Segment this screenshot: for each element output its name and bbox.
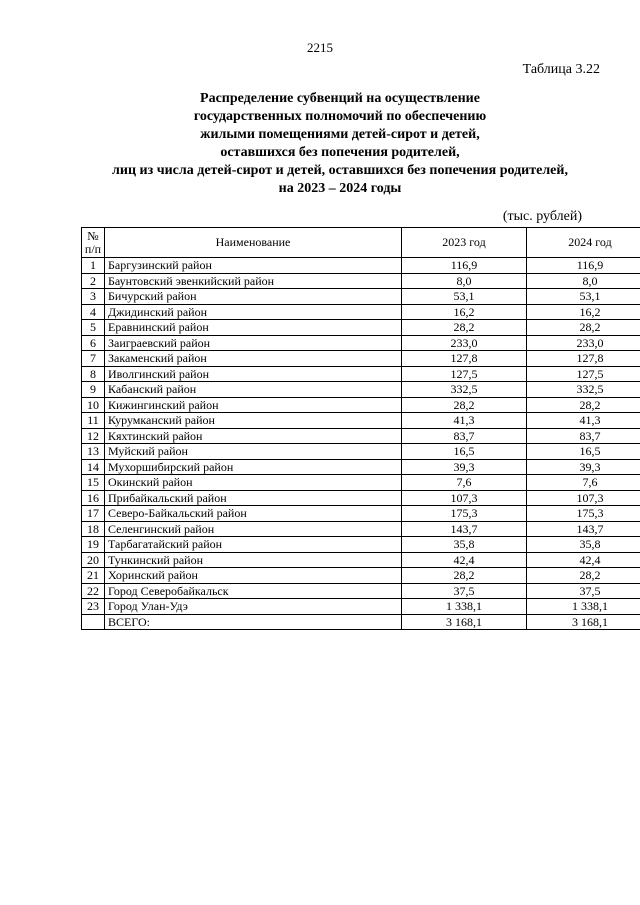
row-number: 20 bbox=[82, 552, 105, 568]
table-row bbox=[82, 444, 640, 460]
title-line: на 2023 – 2024 годы bbox=[278, 181, 402, 196]
row-value-2024: 233,0 bbox=[527, 335, 640, 351]
row-name: Северо-Байкальский район bbox=[105, 506, 402, 522]
row-name: Окинский район bbox=[105, 475, 402, 491]
title-line: лиц из числа детей-сирот и детей, оставшихся без попечения родителей, bbox=[112, 163, 568, 178]
row-number: 19 bbox=[82, 537, 105, 553]
row-name: Селенгинский район bbox=[105, 521, 402, 537]
table-row bbox=[82, 320, 640, 336]
row-value-2023: 28,2 bbox=[402, 320, 527, 336]
row-value-2023: 107,3 bbox=[402, 490, 527, 506]
row-value-2024: 42,4 bbox=[527, 552, 640, 568]
row-value-2023: 28,2 bbox=[402, 397, 527, 413]
row-name: Кижингинский район bbox=[105, 397, 402, 413]
row-number: 3 bbox=[82, 289, 105, 305]
row-value-2023: 127,8 bbox=[402, 351, 527, 367]
row-number: 23 bbox=[82, 599, 105, 615]
row-value-2024: 83,7 bbox=[527, 428, 640, 444]
row-value-2024: 35,8 bbox=[527, 537, 640, 553]
row-value-2023: 7,6 bbox=[402, 475, 527, 491]
row-value-2023: 127,5 bbox=[402, 366, 527, 382]
row-value-2024: 28,2 bbox=[527, 397, 640, 413]
header-name: Наименование bbox=[105, 228, 402, 258]
row-number: 13 bbox=[82, 444, 105, 460]
row-number: 18 bbox=[82, 521, 105, 537]
row-name: ВСЕГО: bbox=[105, 614, 402, 630]
row-number: 21 bbox=[82, 568, 105, 584]
row-value-2024: 8,0 bbox=[527, 273, 640, 289]
header-num-symbol: № bbox=[87, 228, 99, 243]
row-value-2023: 16,2 bbox=[402, 304, 527, 320]
row-value-2024: 16,5 bbox=[527, 444, 640, 460]
row-value-2024: 7,6 bbox=[527, 475, 640, 491]
table-row bbox=[82, 289, 640, 305]
table-row bbox=[82, 428, 640, 444]
row-name: Город Улан-Удэ bbox=[105, 599, 402, 615]
row-number bbox=[82, 614, 105, 630]
table-row bbox=[82, 552, 640, 568]
header-num bbox=[82, 228, 105, 258]
table-body bbox=[82, 258, 640, 630]
table-row bbox=[82, 366, 640, 382]
row-number: 15 bbox=[82, 475, 105, 491]
row-value-2023: 16,5 bbox=[402, 444, 527, 460]
row-name: Хоринский район bbox=[105, 568, 402, 584]
row-number: 4 bbox=[82, 304, 105, 320]
row-number: 1 bbox=[82, 258, 105, 274]
table-row bbox=[82, 382, 640, 398]
units-label: (тыс. рублей) bbox=[502, 209, 582, 224]
table-row bbox=[82, 351, 640, 367]
row-number: 14 bbox=[82, 459, 105, 475]
table-row bbox=[82, 583, 640, 599]
row-value-2023: 233,0 bbox=[402, 335, 527, 351]
row-value-2024: 127,8 bbox=[527, 351, 640, 367]
table-row bbox=[82, 568, 640, 584]
table-row bbox=[82, 475, 640, 491]
row-name: Баргузинский район bbox=[105, 258, 402, 274]
row-value-2023: 83,7 bbox=[402, 428, 527, 444]
row-value-2023: 28,2 bbox=[402, 568, 527, 584]
subvention-table bbox=[81, 227, 640, 630]
row-value-2024: 28,2 bbox=[527, 568, 640, 584]
row-name: Баунтовский эвенкийский район bbox=[105, 273, 402, 289]
row-value-2023: 1 338,1 bbox=[402, 599, 527, 615]
row-number: 16 bbox=[82, 490, 105, 506]
table-row bbox=[82, 413, 640, 429]
row-value-2023: 39,3 bbox=[402, 459, 527, 475]
row-name: Иволгинский район bbox=[105, 366, 402, 382]
header-2023: 2023 год bbox=[402, 228, 527, 258]
title-line: Распределение субвенций на осуществление bbox=[200, 91, 480, 106]
row-number: 22 bbox=[82, 583, 105, 599]
row-number: 5 bbox=[82, 320, 105, 336]
table-row bbox=[82, 599, 640, 615]
table-row bbox=[82, 506, 640, 522]
table-row bbox=[82, 459, 640, 475]
row-name: Тункинский район bbox=[105, 552, 402, 568]
row-number: 12 bbox=[82, 428, 105, 444]
row-value-2024: 116,9 bbox=[527, 258, 640, 274]
row-name: Джидинский район bbox=[105, 304, 402, 320]
row-value-2024: 127,5 bbox=[527, 366, 640, 382]
row-name: Курумканский район bbox=[105, 413, 402, 429]
title-line: оставшихся без попечения родителей, bbox=[220, 145, 460, 160]
row-name: Тарбагатайский район bbox=[105, 537, 402, 553]
row-value-2024: 41,3 bbox=[527, 413, 640, 429]
row-number: 2 bbox=[82, 273, 105, 289]
table-row bbox=[82, 397, 640, 413]
row-name: Кяхтинский район bbox=[105, 428, 402, 444]
row-value-2024: 37,5 bbox=[527, 583, 640, 599]
header-num-abbr: п/п bbox=[84, 241, 102, 256]
row-number: 11 bbox=[82, 413, 105, 429]
title-line: жилыми помещениями детей-сирот и детей, bbox=[200, 127, 480, 142]
header-2024: 2024 год bbox=[527, 228, 640, 258]
row-value-2023: 35,8 bbox=[402, 537, 527, 553]
table-row bbox=[82, 521, 640, 537]
table-row bbox=[82, 304, 640, 320]
row-value-2023: 143,7 bbox=[402, 521, 527, 537]
row-number: 8 bbox=[82, 366, 105, 382]
document-title bbox=[60, 90, 620, 198]
page-number: 2215 bbox=[307, 40, 333, 55]
row-value-2024: 53,1 bbox=[527, 289, 640, 305]
row-value-2024: 28,2 bbox=[527, 320, 640, 336]
row-number: 10 bbox=[82, 397, 105, 413]
row-name: Город Северобайкальск bbox=[105, 583, 402, 599]
table-row bbox=[82, 490, 640, 506]
row-value-2024: 143,7 bbox=[527, 521, 640, 537]
row-value-2023: 116,9 bbox=[402, 258, 527, 274]
row-name: Бичурский район bbox=[105, 289, 402, 305]
table-row bbox=[82, 273, 640, 289]
row-value-2023: 53,1 bbox=[402, 289, 527, 305]
row-value-2024: 107,3 bbox=[527, 490, 640, 506]
row-value-2023: 41,3 bbox=[402, 413, 527, 429]
title-line: государственных полномочий по обеспечению bbox=[193, 109, 487, 124]
row-name: Заиграевский район bbox=[105, 335, 402, 351]
row-name: Еравнинский район bbox=[105, 320, 402, 336]
row-value-2023: 37,5 bbox=[402, 583, 527, 599]
row-number: 7 bbox=[82, 351, 105, 367]
table-row bbox=[82, 335, 640, 351]
row-value-2024: 16,2 bbox=[527, 304, 640, 320]
row-value-2023: 332,5 bbox=[402, 382, 527, 398]
table-row bbox=[82, 537, 640, 553]
row-value-2023: 42,4 bbox=[402, 552, 527, 568]
table-header-row bbox=[82, 228, 640, 258]
row-number: 17 bbox=[82, 506, 105, 522]
row-name: Кабанский район bbox=[105, 382, 402, 398]
row-value-2024: 175,3 bbox=[527, 506, 640, 522]
table-row bbox=[82, 258, 640, 274]
row-value-2024: 332,5 bbox=[527, 382, 640, 398]
row-number: 9 bbox=[82, 382, 105, 398]
row-value-2024: 3 168,1 bbox=[527, 614, 640, 630]
row-value-2023: 3 168,1 bbox=[402, 614, 527, 630]
row-value-2023: 8,0 bbox=[402, 273, 527, 289]
row-name: Муйский район bbox=[105, 444, 402, 460]
row-name: Прибайкальский район bbox=[105, 490, 402, 506]
row-value-2023: 175,3 bbox=[402, 506, 527, 522]
row-name: Мухоршибирский район bbox=[105, 459, 402, 475]
table-label: Таблица 3.22 bbox=[522, 62, 600, 77]
total-row bbox=[82, 614, 640, 630]
row-number: 6 bbox=[82, 335, 105, 351]
row-value-2024: 39,3 bbox=[527, 459, 640, 475]
row-value-2024: 1 338,1 bbox=[527, 599, 640, 615]
row-name: Закаменский район bbox=[105, 351, 402, 367]
